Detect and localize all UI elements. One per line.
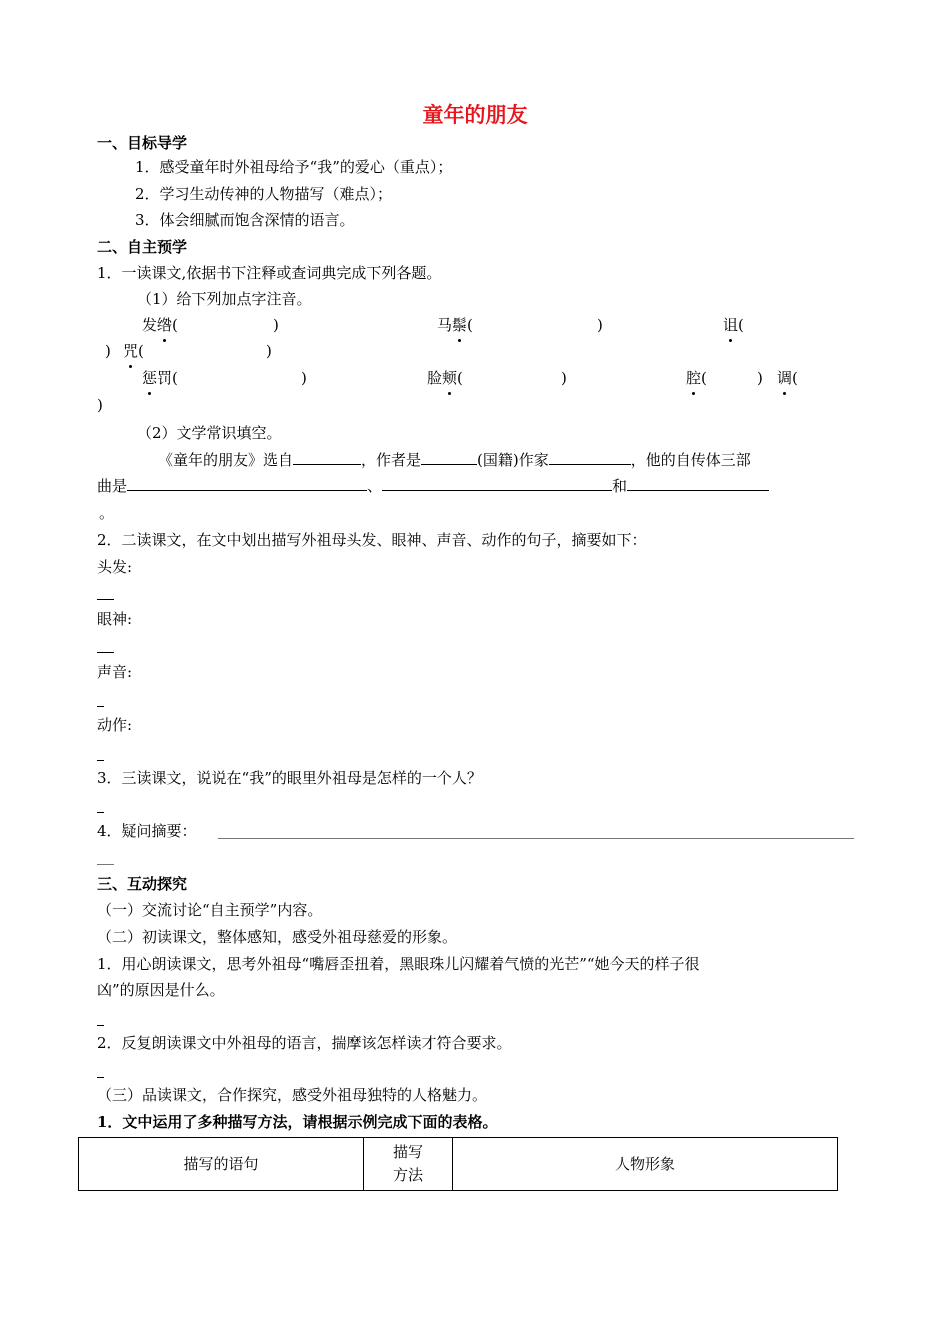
section-heading-goals: 一、目标导学: [97, 134, 188, 152]
label-voice: 声音:: [97, 663, 133, 681]
sub-question-1-1: （1）给下列加点字注音。: [137, 290, 312, 308]
explore-item: （一）交流讨论“自主预学”内容。: [97, 901, 323, 919]
explore-question-2: 2．反复朗读课文中外祖母的语言，揣摩该怎样读才符合要求。: [97, 1034, 512, 1052]
description-table: [78, 1137, 838, 1191]
table-header-sentence: 描写的语句: [79, 1138, 364, 1191]
section-heading-explore: 三、互动探究: [97, 875, 188, 893]
fill-blank[interactable]: [549, 450, 631, 465]
pinyin-word: 调(: [777, 369, 798, 387]
goal-item: 1．感受童年时外祖母给予“我”的爱心（重点）；: [135, 158, 453, 176]
explore-question-1: 1．用心朗读课文，思考外祖母“嘴唇歪扭着，黑眼珠儿闪耀着气愤的光芒”“她今天的样子很: [97, 955, 700, 973]
question-2: 2．二读课文，在文中划出描写外祖母头发、眼神、声音、动作的句子，摘要如下：: [97, 531, 647, 549]
section-heading-preview: 二、自主预学: [97, 238, 188, 256]
question-4: 4．疑问摘要：: [97, 822, 197, 840]
answer-line[interactable]: [97, 1025, 104, 1026]
pinyin-blank-close: ): [597, 316, 603, 334]
answer-line[interactable]: [97, 812, 104, 813]
goal-item: 2．学习生动传神的人物描写（难点）；: [135, 185, 393, 203]
pinyin-word: 脸颊(: [427, 369, 463, 387]
answer-line[interactable]: [97, 599, 114, 600]
fill-blank[interactable]: [382, 476, 612, 491]
question-3: 3．三读课文，说说在“我”的眼里外祖母是怎样的一个人？: [97, 769, 482, 787]
fill-blank[interactable]: [293, 450, 361, 465]
explore-item: （三）品读课文，合作探究，感受外祖母独特的人格魅力。: [97, 1086, 488, 1104]
label-eyes: 眼神:: [97, 610, 133, 628]
explore-question-1-cont: 凶”的原因是什么。: [97, 981, 225, 999]
sub-question-1-2: （2）文学常识填空。: [137, 424, 282, 442]
table-header-method-line2: 方法: [392, 1166, 423, 1184]
label-action: 动作:: [97, 716, 133, 734]
explore-question-3: 1．文中运用了多种描写方法，请根据示例完成下面的表格。: [97, 1113, 498, 1131]
answer-line[interactable]: [97, 1077, 104, 1078]
pinyin-blank-close: ): [266, 342, 272, 360]
fill-blank[interactable]: [627, 476, 769, 491]
table-header-method-line1: 描写: [392, 1143, 423, 1161]
answer-line[interactable]: [97, 652, 114, 653]
page-title: 童年的朋友: [422, 102, 528, 127]
answer-line[interactable]: [97, 706, 104, 707]
pinyin-word: 咒(: [123, 342, 144, 360]
literature-fill-end: 。: [99, 504, 115, 522]
pinyin-blank-close: ): [105, 342, 111, 360]
fill-blank[interactable]: [127, 476, 367, 491]
question-1: 1．一读课文,依据书下注释或查词典完成下列各题。: [97, 264, 442, 282]
answer-line[interactable]: [97, 760, 104, 761]
literature-fill-line-1: 《童年的朋友》选自 ，作者是 (国籍)作家 ，他的自传体三部: [158, 451, 751, 469]
pinyin-blank-close: ): [561, 369, 567, 387]
pinyin-word: 诅(: [723, 316, 744, 334]
fill-blank[interactable]: [421, 450, 477, 465]
explore-item: （二）初读课文，整体感知，感受外祖母慈爱的形象。: [97, 928, 458, 946]
pinyin-blank-close: ): [301, 369, 307, 387]
table-header-method: [364, 1138, 453, 1191]
answer-line[interactable]: [218, 838, 854, 839]
table-header-row: [79, 1138, 838, 1191]
pinyin-word: 惩罚(: [142, 369, 178, 387]
pinyin-blank-close: ): [273, 316, 279, 334]
pinyin-blank-close: ): [757, 369, 763, 387]
goal-item: 3．体会细腻而饱含深情的语言。: [135, 211, 355, 229]
label-hair: 头发:: [97, 558, 133, 576]
literature-fill-line-2: 曲是 、 和: [97, 476, 769, 496]
pinyin-word: 马鬃(: [437, 316, 473, 334]
table-header-image: 人物形象: [453, 1138, 838, 1191]
pinyin-blank-close: ): [97, 396, 103, 414]
pinyin-word: 腔(: [686, 369, 707, 387]
pinyin-word: 发绺(: [142, 316, 178, 334]
answer-line[interactable]: [97, 864, 114, 865]
